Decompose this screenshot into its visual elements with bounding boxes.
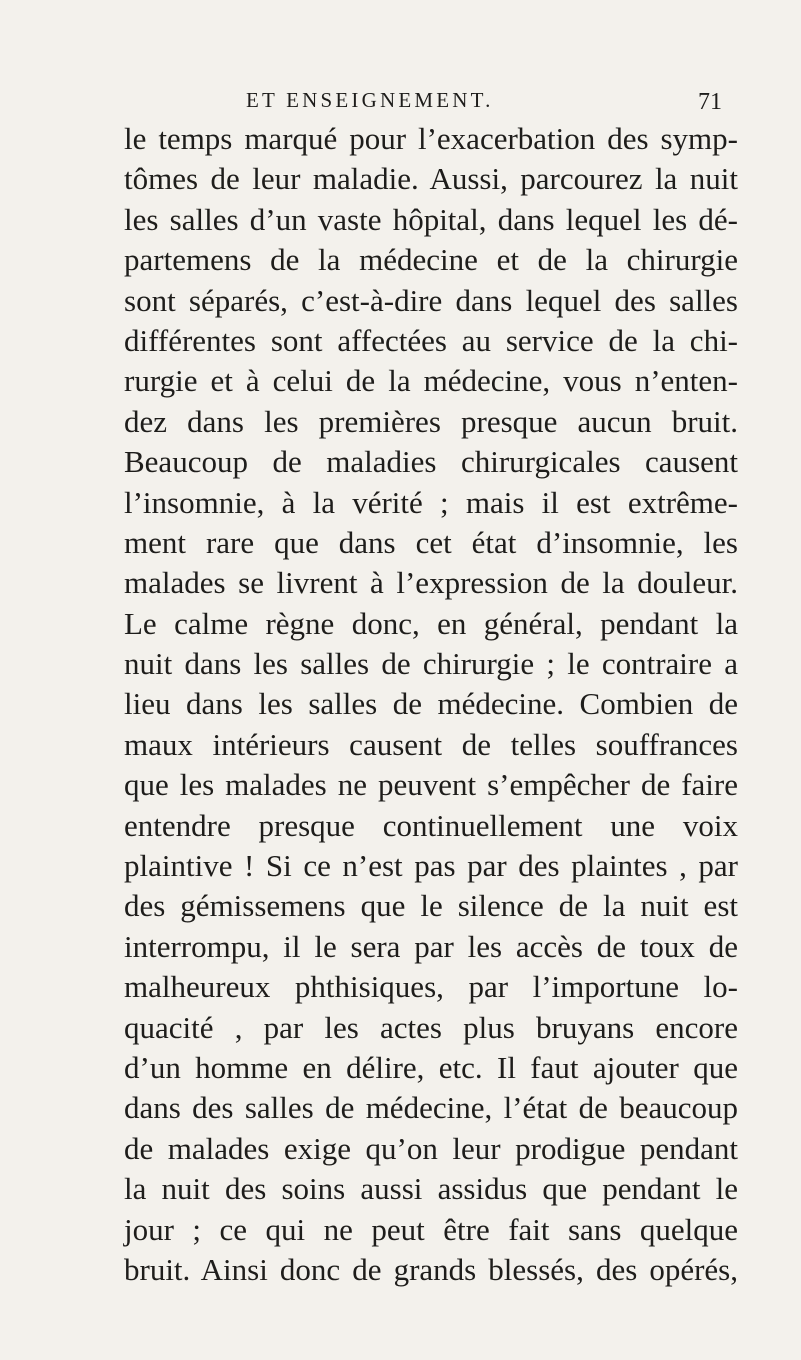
text-line: différentes sont affectées au service de la chi- <box>124 322 738 358</box>
text-line: d’un homme en délire, etc. Il faut ajouter que <box>124 1049 738 1085</box>
text-line: le temps marqué pour l’exacerbation des symp- <box>124 121 738 156</box>
text-line: que les malades ne peuvent s’empêcher de faire <box>124 767 738 803</box>
text-line: Beaucoup de maladies chirurgicales causent <box>124 444 738 480</box>
text-line: partemens de la médecine et de la chirurgie <box>124 242 738 278</box>
text-line: nuit dans les salles de chirurgie ; le contraire a <box>124 646 738 682</box>
text-line: dez dans les premières presque aucun bruit. <box>124 403 738 439</box>
body-text <box>124 119 738 1290</box>
text-line: plaintive ! Si ce n’est pas par des plaintes , par <box>124 848 738 884</box>
page-number: 71 <box>698 89 722 115</box>
text-line: l’insomnie, à la vérité ; mais il est extrême- <box>124 484 738 520</box>
text-line: jour ; ce qui ne peut être fait sans quelque <box>124 1211 738 1247</box>
text-line: des gémissemens que le silence de la nuit est <box>124 888 738 924</box>
text-line: maux intérieurs causent de telles souffrances <box>124 726 738 762</box>
text-line: ment rare que dans cet état d’insomnie, les <box>124 524 738 560</box>
text-line: malheureux phthisiques, par l’importune lo- <box>124 969 738 1005</box>
text-line: lieu dans les salles de médecine. Combien de <box>124 686 738 722</box>
text-line: quacité , par les actes plus bruyans encore <box>124 1009 738 1045</box>
text-line: entendre presque continuellement une voix <box>124 807 738 843</box>
text-line: interrompu, il le sera par les accès de toux de <box>124 928 738 964</box>
text-line: dans des salles de médecine, l’état de beaucoup <box>124 1090 738 1126</box>
running-header <box>0 88 801 118</box>
text-line: sont séparés, c’est-à-dire dans lequel des salles <box>124 282 738 318</box>
text-line: de malades exige qu’on leur prodigue pendant <box>124 1130 738 1166</box>
running-title: ET ENSEIGNEMENT. <box>246 88 494 112</box>
text-line: la nuit des soins aussi assidus que pendant le <box>124 1171 738 1207</box>
text-line: tômes de leur maladie. Aussi, parcourez la nuit <box>124 161 738 197</box>
text-line: les salles d’un vaste hôpital, dans lequel les dé- <box>124 201 738 237</box>
text-line: rurgie et à celui de la médecine, vous n’enten- <box>124 363 738 399</box>
text-line: bruit. Ainsi donc de grands blessés, des opérés, <box>124 1251 738 1287</box>
text-line: malades se livrent à l’expression de la douleur. <box>124 565 738 601</box>
text-line: Le calme règne donc, en général, pendant la <box>124 605 738 641</box>
